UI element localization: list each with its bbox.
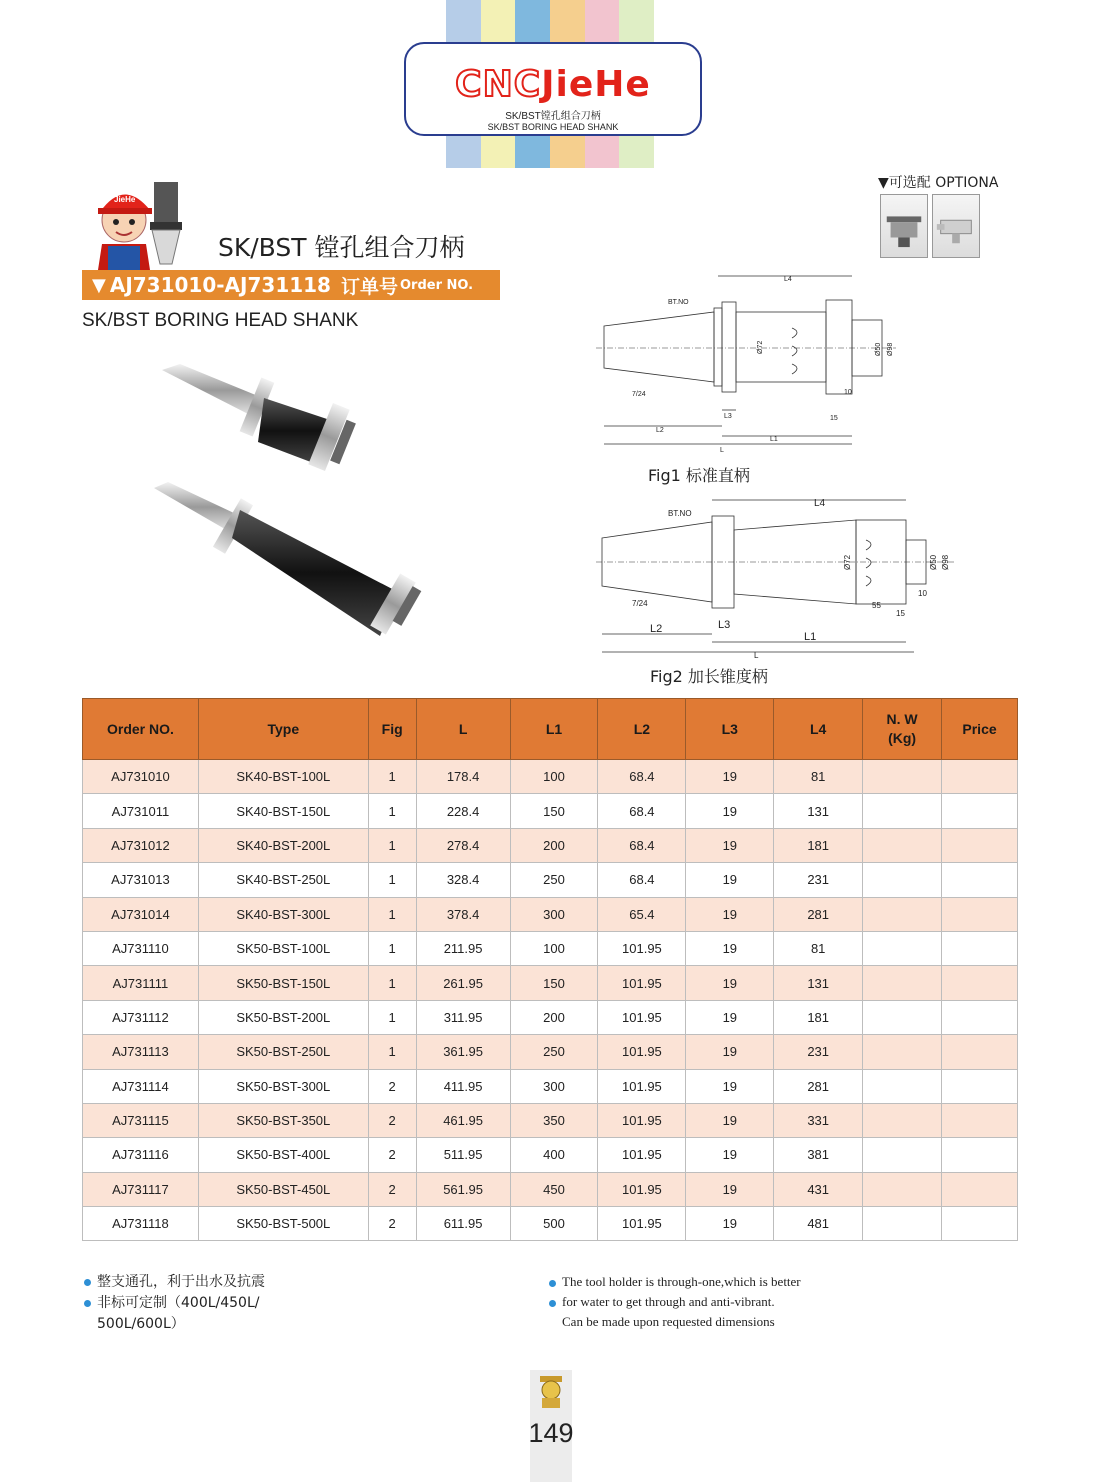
table-cell: SK50-BST-250L <box>198 1035 368 1069</box>
table-cell: 511.95 <box>416 1138 510 1172</box>
table-cell: 278.4 <box>416 828 510 862</box>
table-cell: 101.95 <box>598 1103 686 1137</box>
table-cell <box>942 1138 1018 1172</box>
optional-accessory-image <box>880 194 928 258</box>
table-body <box>83 760 1018 1241</box>
table-cell <box>942 760 1018 794</box>
table-row <box>83 1069 1018 1103</box>
table-cell: 611.95 <box>416 1207 510 1241</box>
table-row <box>83 966 1018 1000</box>
table-cell: 561.95 <box>416 1172 510 1206</box>
table-cell: 19 <box>686 966 774 1000</box>
note-text: The tool holder is through-one,which is better <box>562 1274 801 1289</box>
table-cell: SK40-BST-250L <box>198 863 368 897</box>
table-cell: 101.95 <box>598 1000 686 1034</box>
table-cell: 19 <box>686 1103 774 1137</box>
table-cell <box>863 1207 942 1241</box>
note-text: for water to get through and anti-vibrant. <box>562 1294 775 1309</box>
note-item <box>549 1292 801 1312</box>
fig2-label-l1: L1 <box>804 631 817 643</box>
table-row <box>83 760 1018 794</box>
table-cell: 81 <box>774 760 863 794</box>
note-item <box>84 1293 265 1314</box>
table-cell: AJ731113 <box>83 1035 199 1069</box>
bullet-icon <box>549 1300 556 1307</box>
table-cell <box>942 966 1018 1000</box>
table-cell: AJ731111 <box>83 966 199 1000</box>
fig1-caption: Fig1 标准直柄 <box>648 466 750 485</box>
table-cell: 68.4 <box>598 760 686 794</box>
table-cell: 181 <box>774 828 863 862</box>
brand-cnc: CNC <box>455 64 542 105</box>
table-cell: AJ731115 <box>83 1103 199 1137</box>
fig2-label-d10: 10 <box>918 589 927 598</box>
table-cell: 101.95 <box>598 1069 686 1103</box>
column-header: Type <box>198 699 368 760</box>
table-cell: 1 <box>368 966 416 1000</box>
table-cell <box>863 1172 942 1206</box>
table-cell: 68.4 <box>598 794 686 828</box>
table-cell <box>863 897 942 931</box>
table-cell <box>942 828 1018 862</box>
mascot-icon <box>94 174 194 270</box>
table-cell <box>942 1172 1018 1206</box>
table-cell <box>942 1103 1018 1137</box>
table-cell: 200 <box>510 828 598 862</box>
fig1-label-l1: L1 <box>770 436 778 443</box>
table-cell: 211.95 <box>416 931 510 965</box>
table-cell: 19 <box>686 897 774 931</box>
table-cell: 178.4 <box>416 760 510 794</box>
fig1-label-l: L <box>720 447 724 454</box>
table-cell: 231 <box>774 1035 863 1069</box>
table-cell <box>863 1103 942 1137</box>
table-cell: SK50-BST-400L <box>198 1138 368 1172</box>
table-cell: 1 <box>368 931 416 965</box>
table-cell: SK40-BST-100L <box>198 760 368 794</box>
table-cell: 19 <box>686 1172 774 1206</box>
fig2-label-l2: L2 <box>650 623 663 635</box>
table-cell: 19 <box>686 1138 774 1172</box>
table-cell: 261.95 <box>416 966 510 1000</box>
column-header: Price <box>942 699 1018 760</box>
table-cell: 100 <box>510 931 598 965</box>
table-cell: 350 <box>510 1103 598 1137</box>
table-row <box>83 931 1018 965</box>
table-cell: 19 <box>686 1069 774 1103</box>
table-cell: 461.95 <box>416 1103 510 1137</box>
note-text: 非标可定制（400L/450L/ <box>97 1295 260 1311</box>
table-row <box>83 1035 1018 1069</box>
table-cell: 1 <box>368 794 416 828</box>
table-cell <box>863 931 942 965</box>
table-cell: 101.95 <box>598 1138 686 1172</box>
note-text: 500L/600L） <box>97 1316 185 1332</box>
table-row <box>83 1207 1018 1241</box>
brand-logo-box <box>404 42 702 136</box>
table-cell: 1 <box>368 828 416 862</box>
table-cell: 101.95 <box>598 1207 686 1241</box>
fig1-label-d50: Ø50 <box>875 342 882 356</box>
table-row <box>83 1103 1018 1137</box>
table-header-row <box>83 699 1018 760</box>
table-cell: AJ731011 <box>83 794 199 828</box>
note-item <box>84 1272 265 1293</box>
table-cell: 68.4 <box>598 863 686 897</box>
table-cell: 68.4 <box>598 828 686 862</box>
table-cell: 150 <box>510 794 598 828</box>
table-cell: 281 <box>774 897 863 931</box>
brand-jiehe: JieHe <box>541 64 651 105</box>
table-cell: 378.4 <box>416 897 510 931</box>
table-cell: 131 <box>774 966 863 1000</box>
page-title-cn: SK/BST 镗孔组合刀柄 <box>218 233 465 262</box>
fig1-label-l4: L4 <box>784 276 792 283</box>
fig2-label-l4: L4 <box>814 498 826 509</box>
table-cell <box>863 1035 942 1069</box>
table-cell: SK40-BST-300L <box>198 897 368 931</box>
note-text: 整支通孔，利于出水及抗震 <box>97 1274 265 1290</box>
note-item <box>84 1314 265 1335</box>
table-cell: 65.4 <box>598 897 686 931</box>
fig1-label-taper: 7/24 <box>632 391 646 398</box>
table-cell: 200 <box>510 1000 598 1034</box>
table-cell: AJ731114 <box>83 1069 199 1103</box>
fig2-caption: Fig2 加长锥度柄 <box>650 667 768 686</box>
table-cell: 361.95 <box>416 1035 510 1069</box>
table-cell: SK50-BST-450L <box>198 1172 368 1206</box>
fig2-label-d50: Ø50 <box>929 554 938 570</box>
table-cell: AJ731014 <box>83 897 199 931</box>
table-cell: AJ731010 <box>83 760 199 794</box>
table-cell: SK50-BST-200L <box>198 1000 368 1034</box>
page-number: 149 <box>528 1418 574 1448</box>
table-cell: 81 <box>774 931 863 965</box>
table-row <box>83 863 1018 897</box>
column-header: L3 <box>686 699 774 760</box>
notes-cn <box>84 1272 265 1335</box>
table-cell: 19 <box>686 931 774 965</box>
table-cell <box>863 1069 942 1103</box>
table-cell: 19 <box>686 828 774 862</box>
fig2-label-d98: Ø98 <box>941 554 950 570</box>
optional-label: ▼可选配 OPTIONA <box>878 175 999 191</box>
table-cell: 2 <box>368 1172 416 1206</box>
table-cell: 181 <box>774 1000 863 1034</box>
table-cell: 1 <box>368 1035 416 1069</box>
product-photos <box>140 360 460 660</box>
table-cell: 2 <box>368 1069 416 1103</box>
table-cell: 500 <box>510 1207 598 1241</box>
fig2-label-taper: 7/24 <box>632 599 648 608</box>
table-cell: 281 <box>774 1069 863 1103</box>
mascot-hat-text: JieHe <box>114 195 136 204</box>
table-row <box>83 897 1018 931</box>
table-cell: 381 <box>774 1138 863 1172</box>
table-cell <box>942 1069 1018 1103</box>
table-cell: AJ731116 <box>83 1138 199 1172</box>
fig2-label-d72: Ø72 <box>843 554 852 570</box>
column-header: L2 <box>598 699 686 760</box>
table-cell: 231 <box>774 863 863 897</box>
column-header: L1 <box>510 699 598 760</box>
table-cell <box>863 863 942 897</box>
spec-table <box>82 698 1018 1241</box>
fig1-label-bt: BT.NO <box>668 299 689 306</box>
table-row <box>83 1000 1018 1034</box>
table-cell <box>942 1207 1018 1241</box>
fig2-drawing <box>596 494 956 660</box>
table-cell: SK50-BST-100L <box>198 931 368 965</box>
table-cell: 1 <box>368 1000 416 1034</box>
optional-accessory-image <box>932 194 980 258</box>
header-subtitle-cn: SK/BST镗孔组合刀柄 <box>505 111 601 122</box>
bullet-icon <box>84 1279 91 1286</box>
order-range: AJ731010-AJ731118 <box>109 273 331 297</box>
table-cell: 481 <box>774 1207 863 1241</box>
table-cell: AJ731013 <box>83 863 199 897</box>
fig1-label-l2: L2 <box>656 427 664 434</box>
bullet-icon <box>84 1300 91 1307</box>
table-cell: 131 <box>774 794 863 828</box>
fig2-label-l: L <box>754 651 759 660</box>
note-item <box>549 1272 801 1292</box>
table-cell: AJ731110 <box>83 931 199 965</box>
fig1-label-d72: Ø72 <box>757 340 764 354</box>
column-header: L4 <box>774 699 863 760</box>
fig1-drawing <box>596 272 906 456</box>
table-cell: 250 <box>510 1035 598 1069</box>
table-cell: 150 <box>510 966 598 1000</box>
fig2-label-d15: 15 <box>896 609 905 618</box>
table-cell: 101.95 <box>598 931 686 965</box>
fig2-label-l3: L3 <box>718 619 731 631</box>
table-cell: 250 <box>510 863 598 897</box>
product-photo-standard <box>162 364 356 471</box>
bullet-icon <box>549 1280 556 1287</box>
table-cell: 300 <box>510 1069 598 1103</box>
table-cell: 1 <box>368 897 416 931</box>
table-cell <box>863 1000 942 1034</box>
table-cell: AJ731117 <box>83 1172 199 1206</box>
fig1-label-d98: Ø98 <box>887 342 894 356</box>
table-cell: 450 <box>510 1172 598 1206</box>
table-cell: 19 <box>686 794 774 828</box>
header-subtitle-en: SK/BST BORING HEAD SHANK <box>487 122 619 132</box>
column-header: N. W (Kg) <box>863 699 942 760</box>
table-cell: 101.95 <box>598 966 686 1000</box>
table-row <box>83 1138 1018 1172</box>
table-cell: 300 <box>510 897 598 931</box>
table-cell <box>942 1035 1018 1069</box>
column-header: L <box>416 699 510 760</box>
table-cell: SK50-BST-350L <box>198 1103 368 1137</box>
table-cell: SK50-BST-300L <box>198 1069 368 1103</box>
table-cell: 101.95 <box>598 1172 686 1206</box>
fig1-label-d10: 10 <box>844 389 852 396</box>
page-subtitle-en: SK/BST BORING HEAD SHANK <box>82 310 359 331</box>
order-number-bar <box>82 270 500 300</box>
table-cell <box>863 828 942 862</box>
column-header: Order NO. <box>83 699 199 760</box>
table-row <box>83 794 1018 828</box>
table-row <box>83 1172 1018 1206</box>
table-cell: 19 <box>686 1207 774 1241</box>
table-cell: 2 <box>368 1207 416 1241</box>
table-cell: 331 <box>774 1103 863 1137</box>
table-cell: 19 <box>686 863 774 897</box>
table-cell <box>863 966 942 1000</box>
fig2-label-d55: 55 <box>872 601 881 610</box>
order-label-cn: 订单号 <box>340 275 398 298</box>
order-label-en: Order NO. <box>400 277 474 293</box>
table-cell: 100 <box>510 760 598 794</box>
table-cell <box>863 794 942 828</box>
table-cell: 101.95 <box>598 1035 686 1069</box>
table-cell: AJ731118 <box>83 1207 199 1241</box>
table-cell <box>942 931 1018 965</box>
table-cell: 411.95 <box>416 1069 510 1103</box>
notes-en <box>549 1272 801 1332</box>
table-cell <box>942 863 1018 897</box>
fig2-label-bt: BT.NO <box>668 509 692 518</box>
table-cell: SK40-BST-150L <box>198 794 368 828</box>
mascot-footer-icon <box>536 1374 566 1410</box>
table-cell: SK40-BST-200L <box>198 828 368 862</box>
product-photo-extended <box>154 482 421 636</box>
triangle-icon: ▼ <box>92 274 106 296</box>
table-cell <box>863 760 942 794</box>
table-cell: SK50-BST-150L <box>198 966 368 1000</box>
table-cell: 1 <box>368 760 416 794</box>
fig1-label-d15: 15 <box>830 415 838 422</box>
table-cell: 19 <box>686 1000 774 1034</box>
table-cell: 228.4 <box>416 794 510 828</box>
brand-logo <box>406 64 700 105</box>
table-cell: AJ731112 <box>83 1000 199 1034</box>
table-cell: 19 <box>686 1035 774 1069</box>
table-cell: AJ731012 <box>83 828 199 862</box>
table-cell: 1 <box>368 863 416 897</box>
table-cell: 2 <box>368 1103 416 1137</box>
column-header: Fig <box>368 699 416 760</box>
table-cell: 311.95 <box>416 1000 510 1034</box>
table-cell <box>942 1000 1018 1034</box>
note-item <box>549 1312 801 1332</box>
table-cell: 400 <box>510 1138 598 1172</box>
table-cell: 2 <box>368 1138 416 1172</box>
table-cell <box>942 897 1018 931</box>
table-row <box>83 828 1018 862</box>
note-text: Can be made upon requested dimensions <box>562 1314 775 1329</box>
table-cell: 19 <box>686 760 774 794</box>
table-cell: 328.4 <box>416 863 510 897</box>
table-cell: SK50-BST-500L <box>198 1207 368 1241</box>
table-cell <box>863 1138 942 1172</box>
fig1-label-l3: L3 <box>724 413 732 420</box>
table-cell <box>942 794 1018 828</box>
table-cell: 431 <box>774 1172 863 1206</box>
